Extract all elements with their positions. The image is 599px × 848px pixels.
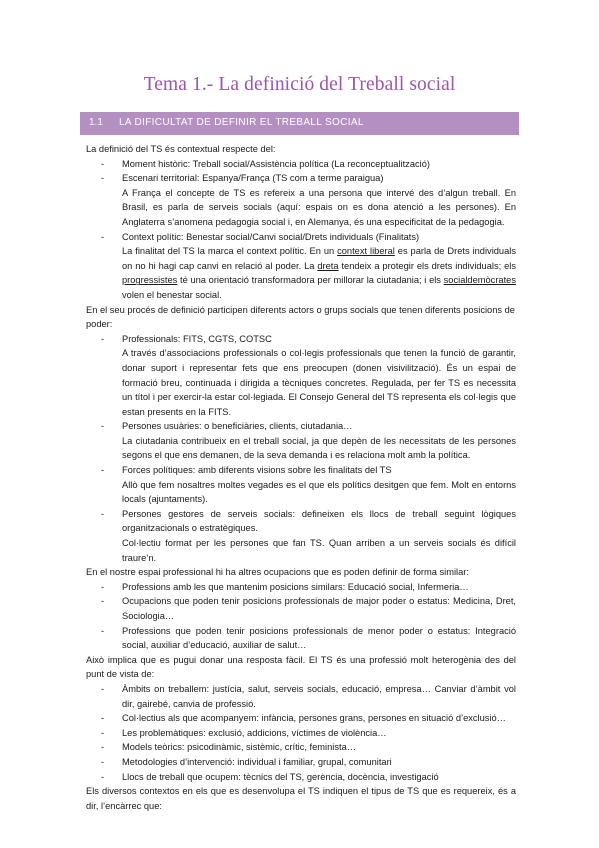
list-item (86, 463, 516, 507)
list-item-text: La finalitat del TS la marca el context polític. En un context liberal es parla de Drets individuals on no hi hagi cap canvi en relació al poder. La dreta tendeix a protegir els drets individuals; els progressistes té una orientació transformadora per millorar la ciutadania; i els socialdemòcrates volen el benestar social. (122, 246, 516, 300)
list-item-label: Professions amb les que mantenim posicions similars: Educació social, Infermeria… (122, 581, 469, 592)
bullet-dash: - (101, 508, 105, 519)
list-item-label: Ocupacions que poden tenir posicions professionals de major poder o estatus: Medicina, Dret, Sociologia… (122, 596, 516, 621)
list-item-label: Persones gestores de serveis socials: defineixen els llocs de treball seguint lògiques organitzacionals o estratègiques. (122, 508, 516, 534)
list-item-text: Col·lectiu format per les persones que fan TS. Quan arriben a un serveis socials és difícil traure’n. (122, 538, 516, 563)
page-title: Tema 1.- La definició del Treball social (143, 74, 456, 95)
list-item (86, 682, 516, 711)
list-item-label: Models teòrics: psicodinàmic, sistèmic, crític, feminista… (122, 742, 357, 753)
bullet-dash: - (101, 625, 105, 636)
list-item-label: Moment històric: Treball social/Assistència política (La reconceptualització) (122, 158, 430, 169)
paragraph-intro: La definició del TS és contextual respecte del: (86, 144, 276, 154)
bullet-dash: - (101, 231, 105, 242)
bullet-dash: - (101, 756, 105, 767)
list-item-label: Les problemàtiques: exclusió, addicions, víctimes de violència… (122, 727, 387, 738)
list-item (86, 726, 516, 741)
list-item-text: Allò que fem nosaltres moltes vegades es el que els polítics desitgen que fem. Molt en entorns locals (ajuntaments). (122, 479, 516, 505)
bullet-dash: - (101, 713, 105, 724)
underlined-term: context liberal (337, 246, 395, 257)
underlined-term: progressistes (122, 275, 178, 286)
bullet-dash: - (101, 771, 105, 782)
list-item (86, 770, 516, 785)
list-item-label: Escenari territorial: Espanya/França (TS com a terme paraigua) (122, 173, 384, 184)
list-item (86, 171, 516, 229)
bullet-dash: - (101, 683, 105, 694)
bullet-dash: - (101, 421, 105, 432)
list-item (86, 419, 516, 463)
section-heading: LA DIFICULTAT DE DEFINIR EL TREBALL SOCIAL (119, 117, 364, 128)
list-item (86, 711, 516, 726)
list-item-label: Col·lectius als que acompanyem: infància, persones grans, persones en situació d’exclusió… (122, 713, 506, 724)
bullet-dash: - (101, 465, 105, 476)
document-body (86, 142, 516, 813)
bullet-dash: - (101, 596, 105, 607)
list-item (86, 157, 516, 172)
paragraph-heterogeneity: Això implica que es pugui donar una resposta fàcil. El TS és una professió molt heterogènia des del punt de vista de: (86, 654, 516, 680)
list-item-label: Forces polítiques: amb diferents visions sobre les finalitats del TS (122, 465, 392, 476)
bullet-dash: - (101, 158, 105, 169)
section-number: 1.1 (89, 117, 103, 128)
list-item-label: Llocs de treball que ocupem: tècnics del TS, gerència, docència, investigació (122, 771, 439, 782)
list-item (86, 507, 516, 565)
list-item (86, 740, 516, 755)
list-item-text: A través d’associacions professionals o col·legis professionals que tenen la funció de garantir, donar suport i representar fets que ens preocupen (donen visivilització). És un espai de formació breu, continuada i dirigida a tècniques concretes. Regulada, per fer TS es necessita un títol i per exercir-la estar col·legiada. El Consejo General del TS representa els col·legis que estan presents en la FITS. (122, 348, 516, 417)
list-item (86, 624, 516, 653)
list-item (86, 230, 516, 303)
list-item-text: La ciutadania contribueix en el treball social, ja que depèn de les necessitats de les persones segons el que ens demanen, de la seva demanda i es relaciona molt amb la política. (122, 435, 516, 461)
list-item-label: Àmbits on treballem: justícia, salut, serveis socials, educació, empresa… Canviar d’àmbit vol dir, gairebé, canvia de professió. (122, 683, 516, 709)
list-item-label: Persones usuàries: o beneficiàries, clients, ciutadania… (122, 421, 353, 432)
bullet-dash: - (101, 173, 105, 184)
list-item-label: Context polític: Benestar social/Canvi social/Drets individuals (Finalitats) (122, 231, 420, 242)
list-item (86, 594, 516, 623)
paragraph-contexts: Els diversos contextos en els que es desenvolupa el TS indiquen el tipus de TS que es requereix, és a dir, l’encàrrec que: (86, 786, 516, 811)
underlined-term: dreta (317, 260, 339, 271)
section-banner (80, 112, 519, 135)
bullet-dash: - (101, 333, 105, 344)
list-item-text: A França el concepte de TS es refereix a una persona que intervé des d’algun treball. En Brasil, es parla de serveis socials (aquí: espais on es dona atenció a les persones). En Anglaterra s’anomena pedagogia social i, en Alemanya, és una especificitat de la pedagogia. (122, 187, 516, 227)
paragraph-occupations: En el nostre espai professional hi ha altres ocupacions que es poden definir de forma similar: (86, 567, 469, 578)
list-item-label: Professionals: FITS, CGTS, COTSC (122, 333, 272, 344)
underlined-term: socialdemòcrates (443, 275, 516, 286)
bullet-dash: - (101, 742, 105, 753)
list-item (86, 755, 516, 770)
bullet-dash: - (101, 727, 105, 738)
list-item-label: Metodologies d’intervenció: individual i familiar, grupal, comunitari (122, 756, 392, 767)
list-item (86, 332, 516, 420)
list-item-label: Professions que poden tenir posicions professionals de menor poder o estatus: Integració social, auxiliar d’educació, auxiliar de salut… (122, 625, 516, 651)
bullet-dash: - (101, 581, 105, 592)
list-item (86, 580, 516, 595)
paragraph-actors: En el seu procés de definició participen diferents actors o grups socials que tenen diferents posicions de poder: (86, 304, 515, 330)
